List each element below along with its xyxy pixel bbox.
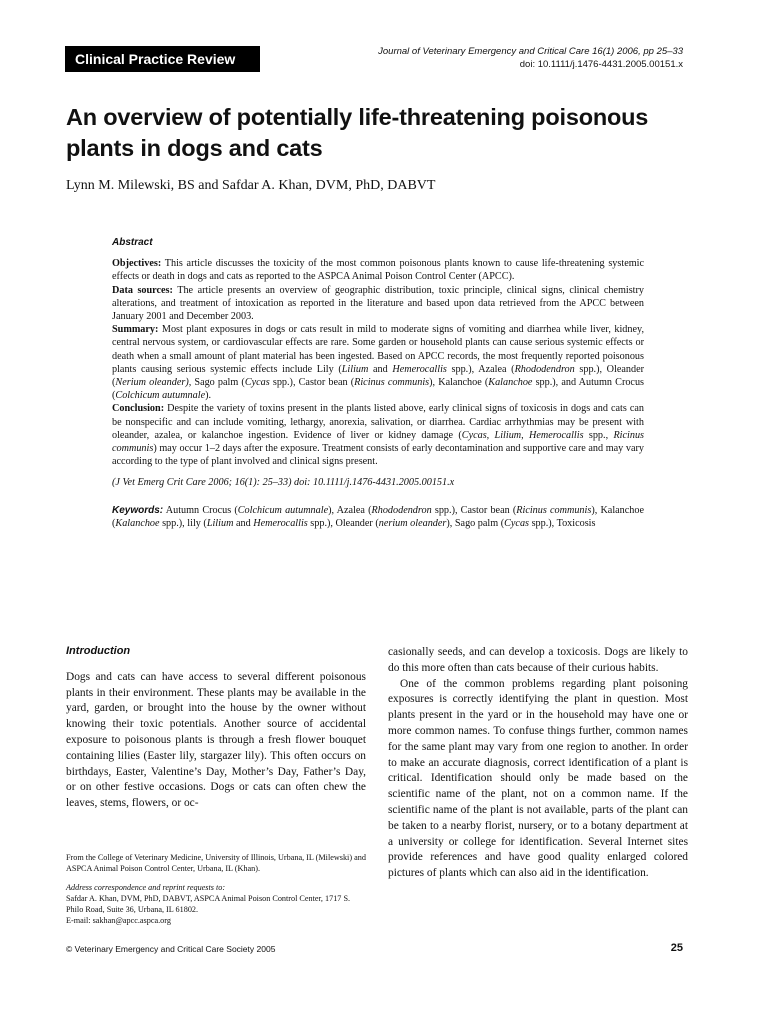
summary-italic: Cycas — [244, 377, 270, 389]
keyword-italic: Kalanchoe — [115, 517, 160, 529]
conclusion-italic: Cycas, Lilium, Hemerocallis — [461, 429, 584, 441]
summary-italic: Hemerocallis — [392, 363, 447, 375]
keyword-text: Autumn Crocus ( — [165, 504, 238, 516]
section-heading-introduction: Introduction — [66, 645, 131, 657]
summary-italic: Nerium oleander), — [115, 377, 192, 389]
summary-italic: Lilium — [341, 363, 369, 375]
summary-text: spp.), and Autumn Crocus ( — [112, 377, 645, 402]
keywords-label: Keywords: — [112, 504, 164, 516]
summary-text: ). — [205, 390, 212, 402]
data-sources-text: The article presents an overview of geographic distribution, toxic principle, clinical signs, clinical chemistry alterations, and treatment of intoxication as reported in the literature and based upon data retrieved from the APCC between January 2001 and December 2003. — [112, 284, 644, 323]
keywords — [112, 504, 644, 530]
keyword-text: spp.), Castor bean ( — [431, 504, 517, 516]
conclusion-italic: Ricinus communis — [112, 429, 645, 455]
journal-citation: Journal of Veterinary Emergency and Critical Care 16(1) 2006, pp 25–33 — [378, 46, 683, 57]
keyword-text: ), Kalanchoe ( — [112, 504, 645, 529]
summary-label: Summary: — [112, 324, 159, 336]
intro-paragraph-2: One of the common problems regarding plant poisoning exposures is correctly identifying the plant in question. Most plants present in the yard or in the household may have one or more common names. To confuse things further, common names for the same plant may vary from one region to another. In order to make an accurate diagnosis, correct identification of a plant is critical. Identification should only be made based on the scientific name of the plant, not on a common name. If the scientific name of the plant is not available, parts of the plant can be taken to a nearby florist, nursery, or to a botany department at a university or college for identification. Several Internet sites provide references and have good quality enlarged colored pictures of plants which can also aid in the identification. — [388, 677, 688, 880]
footnote-block — [66, 852, 366, 926]
abstract-objectives — [112, 257, 644, 283]
summary-italic: Kalanchoe — [488, 377, 533, 389]
conclusion-label: Conclusion: — [112, 403, 165, 415]
keyword-text: ), Azalea ( — [328, 504, 372, 516]
abstract-heading: Abstract — [112, 237, 153, 248]
keyword-text: spp.), Oleander ( — [307, 517, 379, 529]
right-column — [388, 645, 688, 882]
page-number: 25 — [670, 942, 683, 954]
keyword-text: spp.), Toxicosis — [529, 517, 596, 529]
abstract-summary — [112, 323, 644, 402]
summary-text: Sago palm ( — [191, 377, 245, 389]
journal-doi: doi: 10.1111/j.1476-4431.2005.00151.x — [519, 59, 683, 70]
keyword-italic: Ricinus communis — [516, 504, 592, 516]
keyword-text: ), Sago palm ( — [446, 517, 505, 529]
summary-italic: Colchicum autumnale — [115, 390, 206, 402]
objectives-text: This article discusses the toxicity of the most common poisonous plants known to cause life-threatening systemic effects or death in dogs and cats as reported to the ASPCA Animal Poison Control Center (APCC). — [112, 258, 644, 283]
abstract-data-sources — [112, 284, 644, 324]
intro-paragraph-1: Dogs and cats can have access to several different poisonous plants in their environment. These plants may be available in the yard, garden, or brought into the house by the owner without knowing their toxic potentials. Another source of accidental exposure to poisonous plants is through a fresh flower bouquet containing lilies (Easter lily, stargazer lily). This often occurs on birthdays, Easter, Valentine’s Day, Mother’s Day, Father’s Day, or on other festive occasions. Dogs or cats can often chew the leaves, stems, flowers, or oc- — [66, 670, 366, 810]
summary-italic: Ricinus communis — [354, 377, 430, 389]
keyword-text: and — [233, 517, 254, 529]
author-line: Lynn M. Milewski, BS and Safdar A. Khan, DVM, PhD, DABVT — [66, 178, 436, 193]
summary-text: ), Kalanchoe ( — [429, 377, 489, 389]
summary-text: Most plant exposures in dogs or cats result in mild to moderate signs of vomiting and diarrhea while liver, kidney, central nervous system, or cardiovascular effects are rare. Some garden or household plants can cause serious systemic effects or death when a small amount of plant material has been ingested. Based on APCC records, the most frequently reported poisonous plants causing serious systemic effects include Lily ( — [112, 324, 644, 375]
abstract-citation: (J Vet Emerg Crit Care 2006; 16(1): 25–33) doi: 10.1111/j.1476-4431.2005.00151.x — [112, 477, 455, 489]
journal-info — [378, 45, 683, 71]
summary-italic: Rhododendron — [514, 363, 575, 375]
correspondence-address: Safdar A. Khan, DVM, PhD, DABVT, ASPCA Animal Poison Control Center, 1717 S. Philo Road, Suite 36, Urbana, IL 61802. — [66, 894, 351, 914]
keyword-text: spp.), lily ( — [159, 517, 207, 529]
data-sources-label: Data sources: — [112, 284, 173, 296]
keyword-italic: Lilium — [206, 517, 234, 529]
keyword-italic: nerium oleander — [378, 517, 447, 529]
conclusion-text: Despite the variety of toxins present in the plants listed above, early clinical signs of toxicosis in dogs and cats can be nonspecific and can include vomiting, lethargy, anorexia, salivation, or diarrhea. Cardiac arrhythmias may be present with oleander, azalea, or kalanchoe ingestion. Evidence of liver or kidney damage ( — [112, 403, 645, 441]
section-badge: Clinical Practice Review — [65, 46, 260, 72]
correspondence-label: Address correspondence and reprint requests to: — [66, 883, 226, 892]
keyword-italic: Cycas — [504, 517, 530, 529]
copyright-footer: © Veterinary Emergency and Critical Care Society 2005 — [66, 944, 276, 954]
abstract-block — [112, 236, 644, 530]
objectives-label: Objectives: — [112, 258, 162, 270]
correspondence-email: E-mail: sakhan@apcc.aspca.org — [66, 916, 171, 925]
keyword-italic: Hemerocallis — [253, 517, 308, 529]
summary-text: spp.), Oleander ( — [112, 363, 644, 389]
conclusion-text: spp., — [583, 429, 614, 441]
article-title: An overview of potentially life-threatening poisonous plants in dogs and cats — [66, 104, 649, 161]
keyword-italic: Colchicum autumnale — [237, 504, 329, 516]
summary-text: spp.), Castor bean ( — [269, 377, 355, 389]
affiliation-note: From the College of Veterinary Medicine, University of Illinois, Urbana, IL (Milewski) and ASPCA Animal Poison Control Center, Urbana, IL (Khan). — [66, 853, 366, 873]
conclusion-text: ) may occur 1–2 days after the exposure. Treatment consists of early decontamination and supportive care and may vary according to the type of plant involved and clinical signs present. — [112, 443, 644, 468]
left-column — [66, 644, 366, 812]
summary-text: and — [368, 363, 393, 375]
intro-paragraph-1-continued: casionally seeds, and can develop a toxicosis. Dogs are likely to do this more often than cats because of their curious habits. — [388, 646, 688, 674]
keyword-italic: Rhododendron — [371, 504, 432, 516]
abstract-conclusion — [112, 402, 644, 468]
summary-text: spp.), Azalea ( — [446, 363, 515, 375]
